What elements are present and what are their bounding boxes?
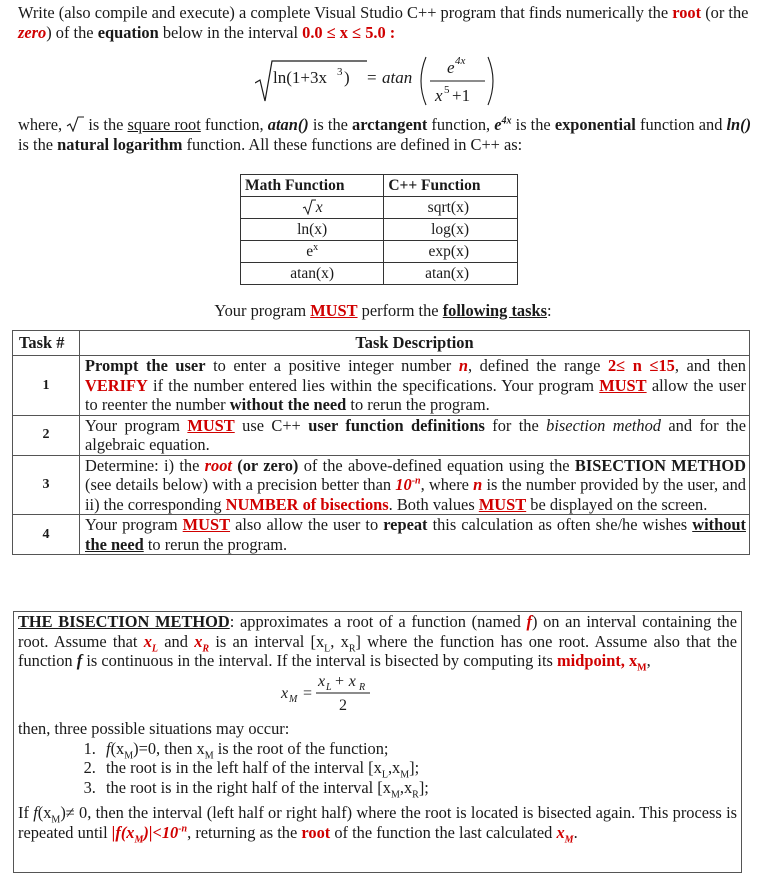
natural-log-term: natural logarithm — [57, 134, 183, 154]
bis-f: f — [526, 612, 532, 631]
bis-p1e: is continuous in the interval. If the interval is bisected by computing its — [86, 651, 553, 670]
task3-i: be displayed on the screen. — [530, 494, 708, 514]
bis-cond-a: |f(x — [111, 822, 135, 842]
task1-range: 2≤ n ≤15 — [607, 356, 675, 375]
eq-num-e: e — [447, 58, 455, 77]
task3-precision — [395, 475, 420, 494]
cpp-cell: log(x) — [384, 219, 518, 241]
table-row — [241, 241, 518, 263]
cpp-cell: exp(x) — [384, 241, 518, 263]
case-f: f — [106, 738, 111, 758]
intro-text: Write (also compile and execute) a complete Visual Studio C++ program that finds numerically the — [18, 3, 669, 22]
tasks-intro-text: Your program — [214, 301, 307, 320]
task-description — [80, 455, 750, 515]
bis-p1c: is an interval [x — [215, 631, 325, 651]
task-number: 4 — [13, 515, 80, 555]
where-text-9: is the — [18, 134, 54, 154]
case-c: ,x — [387, 758, 401, 777]
bisection-cases — [18, 739, 737, 798]
main-equation — [255, 51, 505, 111]
list-item — [100, 778, 737, 798]
task3-b: (or zero) — [237, 455, 299, 475]
tasks-intro — [0, 301, 766, 321]
task3-a: Determine: i) the — [85, 455, 200, 475]
formula-plus: + x — [334, 672, 356, 690]
task2-d: for the — [492, 415, 539, 435]
task1-b: to enter a positive integer number — [213, 356, 452, 375]
bis-cond-b: )|<10 — [143, 822, 179, 842]
eq-num-exp: 4x — [455, 55, 466, 67]
tasks-table — [12, 330, 750, 555]
tasks-intro-text-2: perform the — [361, 301, 439, 320]
formula-lhs-sub: M — [289, 693, 298, 705]
bis-cond-exp: -n — [178, 823, 188, 835]
case-sub2: M — [204, 749, 214, 761]
ln-fn: ln() — [726, 115, 752, 134]
where-text-1: where, — [18, 115, 63, 134]
formula-num-sub2: R — [359, 681, 366, 693]
table-row — [13, 356, 750, 416]
bis-and: and — [164, 631, 188, 651]
task3-root: root — [204, 455, 232, 475]
task4-without: without the need — [85, 515, 746, 554]
interval-range: 0.0 ≤ x ≤ 5.0 : — [302, 22, 396, 42]
midpoint-formula — [18, 671, 747, 715]
task3-numbis: NUMBER of bisections — [225, 494, 389, 514]
eq-atan: atan — [382, 68, 413, 87]
bis-p1a: : approximates a root of a function (named — [229, 612, 521, 631]
task3-h: . Both values — [388, 494, 475, 514]
cpp-cell: atan(x) — [384, 263, 518, 285]
where-text-10: function. All these functions are defined in C++ as: — [186, 134, 523, 154]
bisection-then: then, three possible situations may occur: — [18, 719, 290, 738]
eq-lhs-close: ) — [344, 68, 350, 87]
intro-paragraph — [18, 3, 753, 42]
exponential-term: exponential — [554, 115, 636, 134]
bis-last-e: of the function the last calculated — [334, 822, 553, 842]
task4-a: Your program — [85, 515, 178, 534]
equation-keyword: equation — [97, 22, 159, 42]
where-text-5: function, — [431, 115, 491, 134]
bisection-method-box — [13, 611, 742, 873]
where-text-7: function — [639, 115, 695, 134]
task2-a: Your program — [85, 415, 180, 435]
bis-p1c2: , x — [330, 631, 349, 651]
exp-sup: 4x — [501, 115, 512, 127]
task1-n: n — [458, 356, 468, 375]
bis-xl-x: x — [143, 631, 152, 651]
bis-last-x: x — [556, 822, 565, 842]
cpp-cell: sqrt(x) — [384, 197, 518, 219]
task2-f: and for the algebraic equation. — [85, 415, 746, 454]
bisection-title: THE BISECTION METHOD — [18, 612, 230, 631]
task-number: 2 — [13, 415, 80, 455]
bis-last-sub: M — [51, 814, 61, 826]
where-text-2: is the — [88, 115, 124, 134]
eq-den-exp: 5 — [444, 84, 450, 96]
task4-c: this calculation as often she/he wishes — [432, 515, 688, 534]
case-sub2: M — [400, 769, 410, 781]
task2-b: use C++ — [242, 415, 301, 435]
task1-must: MUST — [599, 375, 647, 395]
case-sub: M — [390, 788, 400, 800]
task3-e: (see details below) with a precision better than — [85, 475, 392, 494]
task-description — [80, 515, 750, 555]
math-table-header — [241, 175, 518, 197]
bis-p1c-sub2: R — [348, 642, 356, 654]
task3-f: , where — [420, 475, 469, 494]
bisection-conclusion — [18, 803, 737, 845]
bis-last-xm — [556, 822, 574, 845]
task4-b: also allow the user to — [235, 515, 379, 534]
table-row — [13, 515, 750, 555]
formula-equals: = — [303, 684, 313, 702]
task3-n: n — [473, 475, 483, 494]
task-number: 1 — [13, 356, 80, 416]
formula-num-sub1: L — [326, 681, 332, 693]
task1-g: without the need — [229, 395, 347, 414]
intro-text-4: below in the interval — [162, 22, 299, 42]
list-item — [100, 758, 737, 781]
sqrt-icon — [302, 199, 316, 215]
case-c: )=0, then x — [133, 738, 205, 758]
task-num-header: Task # — [13, 331, 80, 356]
math-function-table — [240, 174, 518, 285]
math-cell — [241, 241, 384, 263]
bis-comma: , — [646, 651, 651, 670]
formula-lhs: x — [281, 684, 289, 702]
case-c: ,x — [399, 777, 413, 797]
square-root-link: square root — [127, 115, 201, 134]
exp-term — [494, 115, 511, 134]
task-description — [80, 415, 750, 455]
task3-prec-exp: -n — [411, 475, 421, 487]
table-row — [13, 415, 750, 455]
task4-must: MUST — [182, 515, 231, 534]
bis-xl — [143, 631, 159, 654]
following-tasks: following tasks — [442, 301, 547, 320]
bis-condition — [111, 822, 188, 845]
math-table-header-cell: Math Function — [241, 175, 384, 197]
task3-c: of the above-defined equation using the — [303, 455, 570, 475]
task4-repeat: repeat — [383, 515, 428, 534]
bis-p1c-sub1: L — [324, 642, 331, 654]
task-desc-header: Task Description — [80, 331, 750, 356]
list-item — [100, 739, 737, 759]
bis-midpoint: midpoint, x — [557, 651, 638, 670]
table-row — [241, 263, 518, 285]
where-text-6: is the — [515, 115, 551, 134]
math-sup: x — [313, 241, 319, 253]
task4-d: to rerun the program. — [147, 534, 288, 554]
formula-den: 2 — [339, 696, 347, 714]
eq-lhs-exp: 3 — [337, 66, 343, 78]
where-text-8: and — [698, 115, 723, 134]
bis-cond-sub: M — [134, 833, 144, 845]
task-description — [80, 356, 750, 416]
formula-num: x — [318, 672, 326, 690]
bis-last-f: f — [33, 803, 38, 822]
bis-last-a: If — [18, 803, 29, 822]
intro-text-2: (or the — [705, 3, 749, 22]
exp-e: e — [494, 115, 502, 134]
bis-f2: f — [76, 651, 83, 670]
bis-last-d: , returning as the — [187, 822, 298, 842]
task3-prec: 10 — [395, 475, 412, 494]
math-value: e — [306, 243, 314, 260]
case-d: ]; — [418, 777, 429, 797]
eq-den-plus: +1 — [452, 86, 471, 105]
case-d: is the root of the function; — [213, 738, 389, 758]
must-keyword: MUST — [310, 301, 358, 320]
math-cell — [241, 197, 384, 219]
arctangent-term: arctangent — [352, 115, 428, 134]
task2-e: bisection method — [546, 415, 661, 435]
table-row — [241, 197, 518, 219]
task1-c: , defined the range — [467, 356, 601, 375]
bis-xr — [194, 631, 210, 654]
table-row — [241, 219, 518, 241]
bis-xl-sub: L — [151, 642, 159, 654]
where-text-4: is the — [312, 115, 348, 134]
case-sub2: R — [412, 788, 419, 800]
eq-lhs-arg: ln(1+3x — [273, 68, 327, 87]
task1-e: if the number entered lies within the specifications. Your program — [153, 375, 595, 395]
root-keyword: root — [672, 3, 702, 22]
case-sub: L — [381, 769, 388, 781]
where-text-3: function, — [204, 115, 264, 134]
bis-last-x-sub: M — [564, 833, 574, 845]
bis-root: root — [301, 822, 331, 842]
bisection-intro — [18, 612, 737, 674]
bis-last-b: (x — [37, 803, 52, 822]
sqrt-symbol-icon — [66, 116, 84, 132]
tasks-intro-colon: : — [547, 301, 552, 320]
task1-verify: VERIFY — [85, 375, 148, 395]
task1-h: to rerun the program. — [350, 395, 490, 414]
case-sub: M — [124, 749, 134, 761]
zero-keyword: zero — [18, 22, 47, 42]
task-number: 3 — [13, 455, 80, 515]
task3-g: is the number provided by the user, and ii) the corresponding — [85, 475, 746, 514]
table-row — [13, 455, 750, 515]
bis-last-c: )≠ 0, then the interval (left half or right half) where the root is located is bisected again. This process is repeated until — [18, 803, 737, 842]
task3-d: BISECTION METHOD — [574, 455, 746, 475]
case-b: (x — [110, 738, 125, 758]
math-cell: ln(x) — [241, 219, 384, 241]
case-d: ]; — [409, 758, 420, 777]
task3-must: MUST — [478, 494, 527, 514]
bis-p1d: ] where the function has one root. Assume also that the function — [18, 631, 737, 670]
math-table-header-cell: C++ Function — [384, 175, 518, 197]
eq-equals: = — [367, 68, 377, 87]
math-cell: atan(x) — [241, 263, 384, 285]
task1-a: Prompt the user — [85, 356, 206, 375]
case-b: the root is in the left half of the interval [x — [106, 758, 382, 777]
where-paragraph — [18, 115, 753, 154]
bis-period: . — [573, 822, 578, 842]
task1-d: , and then — [674, 356, 746, 375]
eq-den-x: x — [435, 86, 443, 105]
task1-f: allow the user to reenter the number — [85, 375, 746, 414]
task2-c: user function definitions — [308, 415, 485, 435]
bis-xr-x: x — [194, 631, 203, 651]
bis-p1b: ) on an interval containing the root. Assume that — [18, 612, 737, 651]
bis-mid-sub: M — [637, 662, 647, 674]
atan-fn: atan() — [267, 115, 309, 134]
tasks-table-header — [13, 331, 750, 356]
task2-must: MUST — [187, 415, 235, 435]
intro-text-3: ) of the — [46, 22, 94, 42]
case-b: the root is in the right half of the interval [x — [106, 777, 391, 797]
bis-xr-sub: R — [202, 642, 210, 654]
math-value: x — [315, 199, 323, 216]
